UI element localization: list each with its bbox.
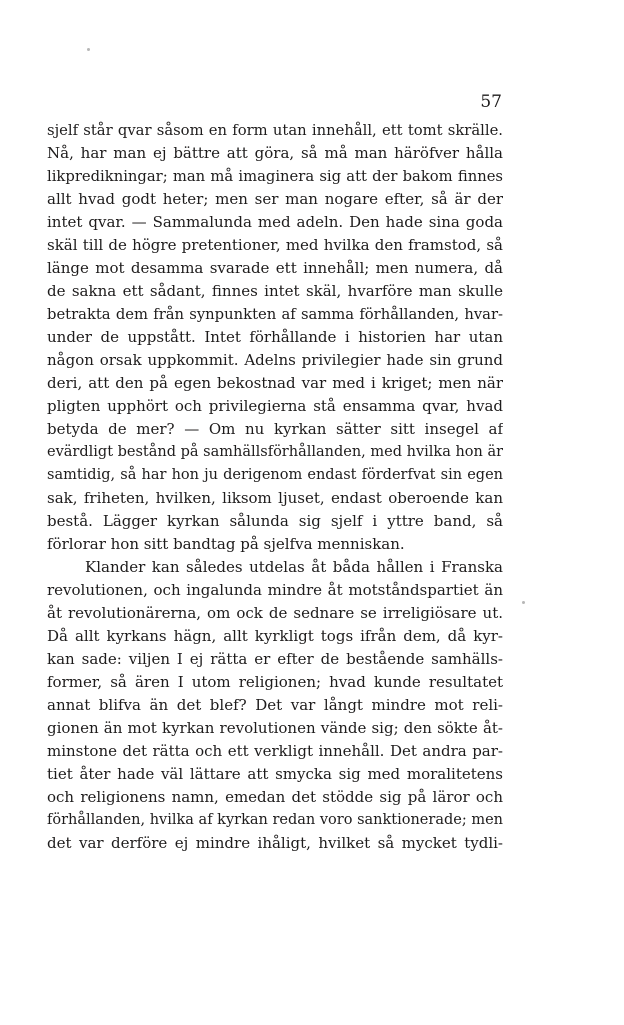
text-line: Klander kan således utdelas åt båda hållen i Franska: [85, 558, 503, 576]
text-line: skäl till de högre pretentioner, med hvilka den framstod, så: [47, 236, 503, 254]
text-line: Då allt kyrkans hägn, allt kyrkligt togs ifrån dem, då kyr-: [47, 627, 503, 645]
text-line: kan sade: viljen I ej rätta er efter de bestående samhälls-: [47, 650, 503, 668]
body-text: [47, 119, 503, 855]
text-line: former, så ären I utom religionen; hvad kunde resultatet: [47, 673, 503, 691]
text-line: sjelf står qvar såsom en form utan innehåll, ett tomt skrälle.: [47, 122, 503, 139]
text-line: bestå. Lägger kyrkan sålunda sig sjelf i yttre band, så: [47, 512, 503, 530]
text-line: minstone det rätta och ett verkligt innehåll. Det andra par-: [47, 742, 503, 760]
text-line: och religionens namn, emedan det stödde sig på läror och: [47, 788, 503, 806]
text-line: likpredikningar; man må imaginera sig att der bakom finnes: [47, 168, 503, 185]
text-line: tiet åter hade väl lättare att smycka sig med moralitetens: [47, 765, 503, 783]
text-line: förlorar hon sitt bandtag på sjelfva menniskan.: [47, 535, 405, 553]
paragraph: [47, 556, 503, 855]
text-line: pligten upphört och privilegierna stå ensamma qvar, hvad: [47, 397, 503, 415]
text-line: deri, att den på egen bekostnad var med i kriget; men när: [47, 374, 503, 392]
text-line: länge mot desamma svarade ett innehåll; men numera, då: [47, 259, 503, 277]
text-line: Nå, har man ej bättre att göra, så må man häröfver hålla: [47, 144, 503, 162]
text-line: det var derföre ej mindre ihåligt, hvilket så mycket tydli-: [47, 834, 503, 852]
text-line: revolutionen, och ingalunda mindre åt motståndspartiet än: [47, 581, 503, 599]
stray-mark: [522, 601, 525, 604]
text-line: samtidig, så har hon ju derigenom endast förderfvat sin egen: [47, 467, 503, 483]
text-line: evärdligt bestånd på samhällsförhållanden, med hvilka hon är: [47, 444, 503, 460]
stray-mark: [87, 48, 90, 51]
page-number: 57: [480, 92, 502, 112]
text-line: betrakta dem från synpunkten af samma förhållanden, hvar-: [47, 306, 503, 323]
text-line: betyda de mer? — Om nu kyrkan sätter sitt insegel af: [47, 420, 503, 438]
text-line: sak, friheten, hvilken, liksom ljuset, endast oberoende kan: [47, 489, 503, 507]
text-line: de sakna ett sådant, finnes intet skäl, hvarföre man skulle: [47, 282, 503, 300]
text-line: annat blifva än det blef? Det var långt mindre mot reli-: [47, 696, 503, 714]
text-line: förhållanden, hvilka af kyrkan redan voro sanktionerade; men: [47, 812, 503, 828]
text-line: intet qvar. — Sammalunda med adeln. Den hade sina goda: [47, 213, 503, 231]
text-line: gionen än mot kyrkan revolutionen vände sig; den sökte åt-: [47, 719, 503, 737]
text-line: någon orsak uppkommit. Adelns privilegier hade sin grund: [47, 351, 503, 369]
text-line: allt hvad godt heter; men ser man nogare efter, så är der: [47, 190, 503, 208]
text-line: under de uppstått. Intet förhållande i historien har utan: [47, 328, 503, 346]
text-line: åt revolutionärerna, om ock de sednare se irreligiösare ut.: [47, 604, 503, 622]
paragraph: [47, 119, 503, 556]
